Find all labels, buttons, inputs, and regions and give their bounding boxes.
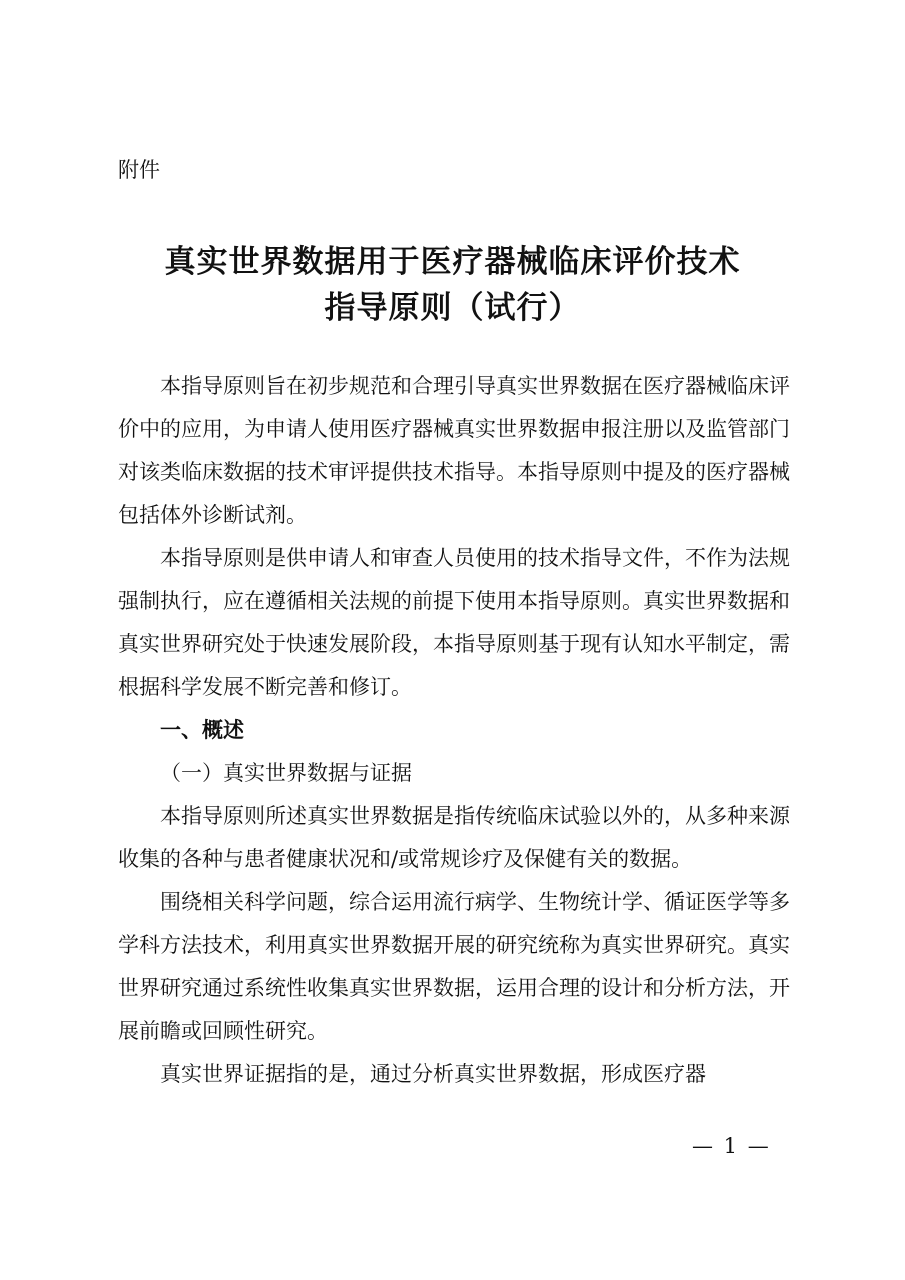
- page-number: — 1 —: [692, 1134, 771, 1158]
- document-body: [118, 365, 790, 1096]
- section-heading-overview: 一、概述: [160, 718, 244, 742]
- paragraph-rws-definition: 围绕相关科学问题，综合运用流行病学、生物统计学、循证医学等多学科方法技术，利用真实世界数据开展的研究统称为真实世界研究。真实世界研究通过系统性收集真实世界数据，运用合理的设计和分析方法，开展前瞻或回顾性研究。: [118, 890, 790, 1043]
- paragraph-rwe-definition: 真实世界证据指的是，通过分析真实世界数据，形成医疗器: [160, 1062, 706, 1086]
- subsection-heading-rwd-evidence: （一）真实世界数据与证据: [160, 761, 412, 785]
- paragraph-purpose: 本指导原则旨在初步规范和合理引导真实世界数据在医疗器械临床评价中的应用，为申请人使用医疗器械真实世界数据申报注册以及监管部门对该类临床数据的技术审评提供技术指导。本指导原则中提及的医疗器械包括体外诊断试剂。: [118, 374, 790, 527]
- paragraph-rwd-definition: 本指导原则所述真实世界数据是指传统临床试验以外的，从多种来源收集的各种与患者健康状况和/或常规诊疗及保健有关的数据。: [118, 804, 790, 871]
- document-title-line-1: 真实世界数据用于医疗器械临床评价技术: [164, 244, 741, 280]
- paragraph-scope: 本指导原则是供申请人和审查人员使用的技术指导文件，不作为法规强制执行，应在遵循相关法规的前提下使用本指导原则。真实世界数据和真实世界研究处于快速发展阶段，本指导原则基于现有认知水平制定，需根据科学发展不断完善和修订。: [118, 546, 790, 699]
- attachment-label: 附件: [118, 158, 160, 182]
- document-title-line-2: 指导原则（试行）: [324, 290, 581, 326]
